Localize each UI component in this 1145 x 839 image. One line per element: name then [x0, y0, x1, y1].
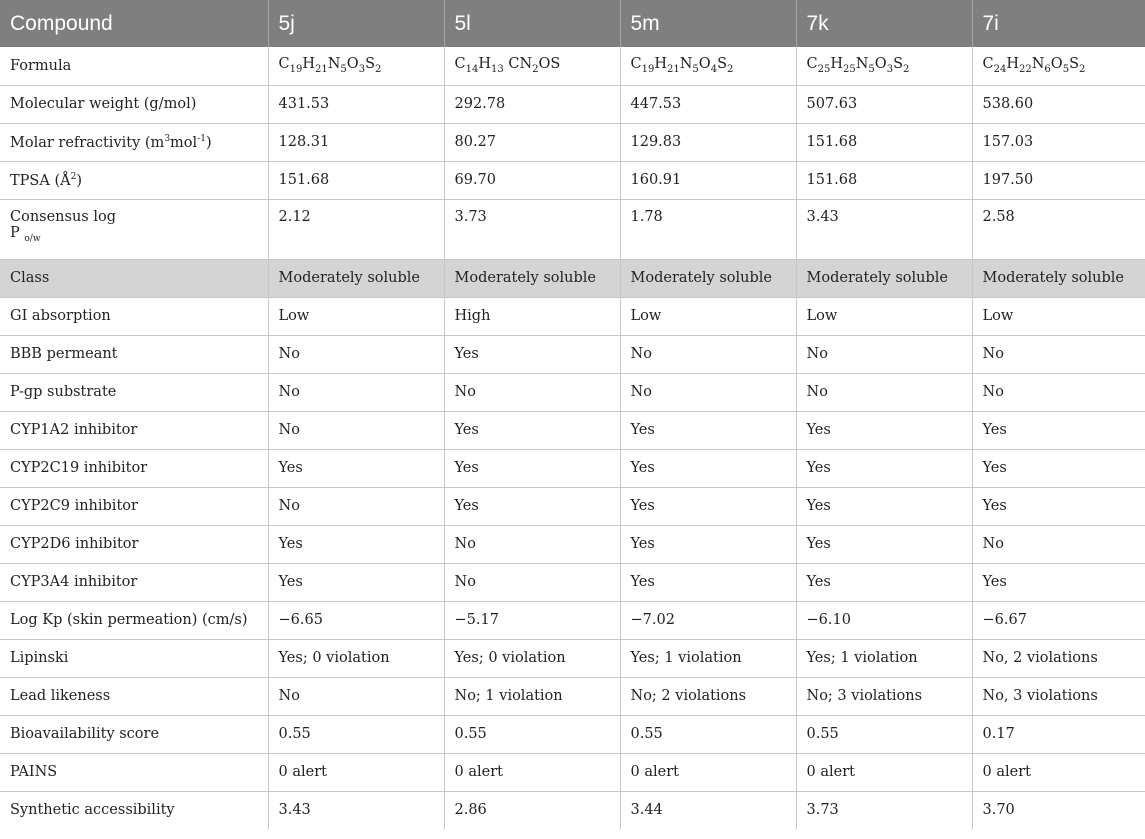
row-label: CYP2D6 inhibitor: [0, 525, 268, 563]
formula-subscript: 2: [727, 64, 734, 76]
formula-subscript: 13: [491, 64, 504, 76]
value-cell: −6.67: [972, 601, 1145, 639]
value-cell: 160.91: [620, 161, 796, 199]
row-consensus-logp: [0, 199, 1145, 259]
value-cell: Moderately soluble: [444, 259, 620, 297]
value-cell: 0 alert: [444, 753, 620, 791]
row-cyp2d6-inhibitor: [0, 525, 1145, 563]
value-cell: No, 2 violations: [972, 639, 1145, 677]
row-label: CYP3A4 inhibitor: [0, 563, 268, 601]
value-cell: 0.55: [620, 715, 796, 753]
value-cell: High: [444, 297, 620, 335]
value-cell: Yes: [444, 487, 620, 525]
formula-cell: [972, 47, 1145, 85]
row-label: [0, 161, 268, 199]
value-cell: 3.70: [982, 802, 1015, 819]
row-label: [0, 123, 268, 161]
formula-element: C: [982, 56, 994, 73]
row-label: Class: [0, 259, 268, 297]
row-label: GI absorption: [0, 297, 268, 335]
formula-subscript: 5: [340, 64, 347, 76]
formula-element: CN: [503, 56, 533, 73]
value-cell: 538.60: [972, 85, 1145, 123]
value-cell: −6.10: [796, 601, 972, 639]
label-superscript: -1: [197, 133, 206, 144]
value-cell: 157.03: [972, 123, 1145, 161]
row-gi-absorption: [0, 297, 1145, 335]
row-formula: [0, 47, 1145, 85]
value-cell: No: [796, 373, 972, 411]
value-cell: Yes; 0 violation: [268, 639, 444, 677]
row-class: [0, 259, 1145, 297]
formula-cell: [444, 47, 620, 85]
formula-element: H: [302, 56, 315, 73]
value-cell: 0.55: [268, 715, 444, 753]
value-cell: Yes: [444, 449, 620, 487]
header-compound-5j: 5j: [268, 0, 444, 47]
value-cell: No: [972, 373, 1145, 411]
value-cell: Low: [268, 297, 444, 335]
formula-subscript: 5: [1062, 64, 1070, 76]
label-superscript: 2: [70, 171, 77, 182]
formula-element: O: [346, 56, 359, 73]
value-cell: 507.63: [796, 85, 972, 123]
value-cell: No; 1 violation: [444, 677, 620, 715]
row-label: Log Kp (skin permeation) (cm/s): [0, 601, 268, 639]
value-cell: No: [972, 335, 1145, 373]
value-cell: Yes; 1 violation: [796, 639, 972, 677]
formula-element: S: [1069, 56, 1079, 73]
row-label: Synthetic accessibility: [0, 791, 268, 829]
value-cell: No, 3 violations: [972, 677, 1145, 715]
value-cell: Yes: [444, 411, 620, 449]
header-compound-5m: 5m: [620, 0, 796, 47]
label-text: Consensus log: [10, 208, 117, 225]
value-cell: 0.17: [972, 715, 1145, 753]
value-cell: 0.55: [444, 715, 620, 753]
row-label: [0, 199, 268, 259]
formula-element: N: [679, 56, 693, 73]
value-cell: −7.02: [620, 601, 796, 639]
value-cell: 292.78: [444, 85, 620, 123]
formula-cell: [796, 47, 972, 85]
value-cell: Yes: [972, 411, 1145, 449]
formula-subscript: 2: [903, 64, 910, 76]
value-cell: No: [444, 373, 620, 411]
value-cell: 129.83: [620, 123, 796, 161]
formula-cell: [268, 47, 444, 85]
formula-subscript: 22: [1019, 64, 1032, 76]
value-cell: 69.70: [444, 161, 620, 199]
formula-element: O: [1050, 56, 1063, 73]
value-cell: 151.68: [796, 123, 972, 161]
row-log-kp: [0, 601, 1145, 639]
value-cell: No: [268, 373, 444, 411]
value-cell: Yes: [796, 449, 972, 487]
value-cell: Yes: [620, 563, 796, 601]
formula-subscript: 14: [465, 64, 479, 76]
row-label: CYP2C9 inhibitor: [0, 487, 268, 525]
row-cyp2c19-inhibitor: [0, 449, 1145, 487]
label-text: Molar refractivity (m: [10, 134, 165, 151]
header-compound-7i: 7i: [972, 0, 1145, 47]
value-cell: 151.68: [268, 161, 444, 199]
row-synthetic-accessibility: [0, 791, 1145, 829]
value-cell: Moderately soluble: [620, 259, 796, 297]
value-cell: No: [268, 677, 444, 715]
value-cell: 0 alert: [268, 753, 444, 791]
formula-element: H: [830, 56, 843, 73]
row-label: Lipinski: [0, 639, 268, 677]
value-cell: 447.53: [620, 85, 796, 123]
formula-element: S: [893, 56, 903, 73]
value-cell: Yes; 1 violation: [620, 639, 796, 677]
label-text: mol: [170, 134, 198, 151]
row-cyp3a4-inhibitor: [0, 563, 1145, 601]
formula-subscript: 19: [289, 64, 303, 76]
formula-element: H: [1006, 56, 1019, 73]
formula-element: OS: [538, 56, 561, 73]
header-compound-5l: 5l: [444, 0, 620, 47]
value-cell: Yes: [796, 525, 972, 563]
label-superscript: 3: [164, 133, 171, 144]
value-cell: 2.86: [444, 791, 620, 829]
header-row: [0, 0, 1145, 47]
row-cyp1a2-inhibitor: [0, 411, 1145, 449]
value-cell: Yes: [796, 411, 972, 449]
row-label: CYP1A2 inhibitor: [0, 411, 268, 449]
label-text: P: [10, 224, 20, 241]
row-label: Lead likeness: [0, 677, 268, 715]
value-cell: 3.43: [268, 791, 444, 829]
value-cell: No: [268, 487, 444, 525]
value-cell: Yes: [972, 487, 1145, 525]
value-cell: Yes: [268, 563, 444, 601]
formula-subscript: 3: [886, 64, 894, 76]
value-cell: Yes: [796, 563, 972, 601]
row-label: BBB permeant: [0, 335, 268, 373]
row-pgp-substrate: [0, 373, 1145, 411]
row-label: Bioavailability score: [0, 715, 268, 753]
value-cell: 3.44: [620, 791, 796, 829]
value-cell: Yes: [796, 487, 972, 525]
value-cell: No: [796, 335, 972, 373]
value-cell: No: [444, 525, 620, 563]
value-cell: No: [620, 335, 796, 373]
value-cell: No: [972, 525, 1145, 563]
formula-subscript: 21: [315, 64, 328, 76]
value-cell: Yes: [268, 525, 444, 563]
formula-subscript: 24: [993, 64, 1007, 76]
value-cell: No: [268, 335, 444, 373]
value-cell: 3.73: [444, 199, 620, 259]
value-cell: 3.43: [796, 199, 972, 259]
row-lead-likeness: [0, 677, 1145, 715]
value-cell: 197.50: [972, 161, 1145, 199]
formula-element: C: [806, 56, 818, 73]
formula-element: H: [654, 56, 667, 73]
value-cell: 431.53: [268, 85, 444, 123]
value-cell: No; 3 violations: [796, 677, 972, 715]
formula-element: O: [874, 56, 887, 73]
value-cell: Yes: [444, 335, 620, 373]
formula-subscript: 19: [641, 64, 655, 76]
row-pains: [0, 753, 1145, 791]
value-cell: Yes: [620, 449, 796, 487]
value-cell: 128.31: [268, 123, 444, 161]
value-cell: −6.65: [268, 601, 444, 639]
formula-element: N: [1031, 56, 1045, 73]
formula-element: O: [698, 56, 711, 73]
formula-subscript: 21: [667, 64, 680, 76]
formula-subscript: 2: [375, 64, 382, 76]
row-label: Molecular weight (g/mol): [0, 85, 268, 123]
value-cell: Yes: [268, 449, 444, 487]
value-cell: Yes: [620, 525, 796, 563]
formula-subscript: 5: [868, 64, 875, 76]
value-cell: Yes: [620, 487, 796, 525]
value-cell: 80.27: [444, 123, 620, 161]
label-subscript: o/w: [24, 233, 41, 244]
value-cell: −5.17: [444, 601, 620, 639]
row-label: P-gp substrate: [0, 373, 268, 411]
header-compound-label: Compound: [0, 0, 268, 47]
row-label: CYP2C19 inhibitor: [0, 449, 268, 487]
value-cell: Yes: [972, 563, 1145, 601]
value-cell: Moderately soluble: [268, 259, 444, 297]
value-cell: No: [444, 563, 620, 601]
value-cell: 1.78: [620, 199, 796, 259]
formula-element: S: [365, 56, 375, 73]
formula-cell: [620, 47, 796, 85]
formula-element: N: [327, 56, 341, 73]
value-cell: 0 alert: [972, 753, 1145, 791]
value-cell: Yes: [620, 411, 796, 449]
row-cyp2c9-inhibitor: [0, 487, 1145, 525]
value-cell: Yes; 0 violation: [444, 639, 620, 677]
value-cell: Moderately soluble: [796, 259, 972, 297]
value-cell: Low: [972, 297, 1145, 335]
formula-subscript: 25: [843, 64, 856, 76]
formula-subscript: 3: [358, 64, 366, 76]
value-cell: 3.73: [796, 791, 972, 829]
row-bbb-permeant: [0, 335, 1145, 373]
formula-subscript: 5: [692, 64, 699, 76]
row-molecular-weight: [0, 85, 1145, 123]
value-cell: Moderately soluble: [972, 259, 1145, 297]
value-cell: 2.58: [972, 199, 1145, 259]
value-cell: 2.12: [268, 199, 444, 259]
formula-subscript: 6: [1044, 64, 1051, 76]
row-molar-refractivity: [0, 123, 1145, 161]
formula-element: H: [478, 56, 491, 73]
value-cell: Yes: [972, 449, 1145, 487]
formula-element: C: [278, 56, 290, 73]
value-cell: No: [620, 373, 796, 411]
row-bioavailability-score: [0, 715, 1145, 753]
value-cell: 0 alert: [796, 753, 972, 791]
formula-element: S: [717, 56, 727, 73]
value-cell: Low: [796, 297, 972, 335]
formula-subscript: 2: [532, 64, 539, 76]
formula-element: C: [630, 56, 642, 73]
value-cell: No; 2 violations: [620, 677, 796, 715]
value-cell: No: [268, 411, 444, 449]
formula-subscript: 4: [710, 64, 718, 76]
value-cell: 0.55: [796, 715, 972, 753]
value-cell: Low: [620, 297, 796, 335]
row-label: Formula: [0, 47, 268, 85]
row-label: PAINS: [0, 753, 268, 791]
value-cell: 151.68: [796, 161, 972, 199]
value-cell: 0 alert: [620, 753, 796, 791]
label-text: ): [76, 172, 82, 189]
label-text: ): [205, 134, 212, 151]
formula-element: C: [454, 56, 466, 73]
formula-subscript: 2: [1079, 64, 1086, 76]
formula-subscript: 25: [817, 64, 831, 76]
row-tpsa: [0, 161, 1145, 199]
row-lipinski: [0, 639, 1145, 677]
label-text: TPSA (Å: [10, 172, 71, 189]
formula-element: N: [855, 56, 869, 73]
header-compound-7k: 7k: [796, 0, 972, 47]
